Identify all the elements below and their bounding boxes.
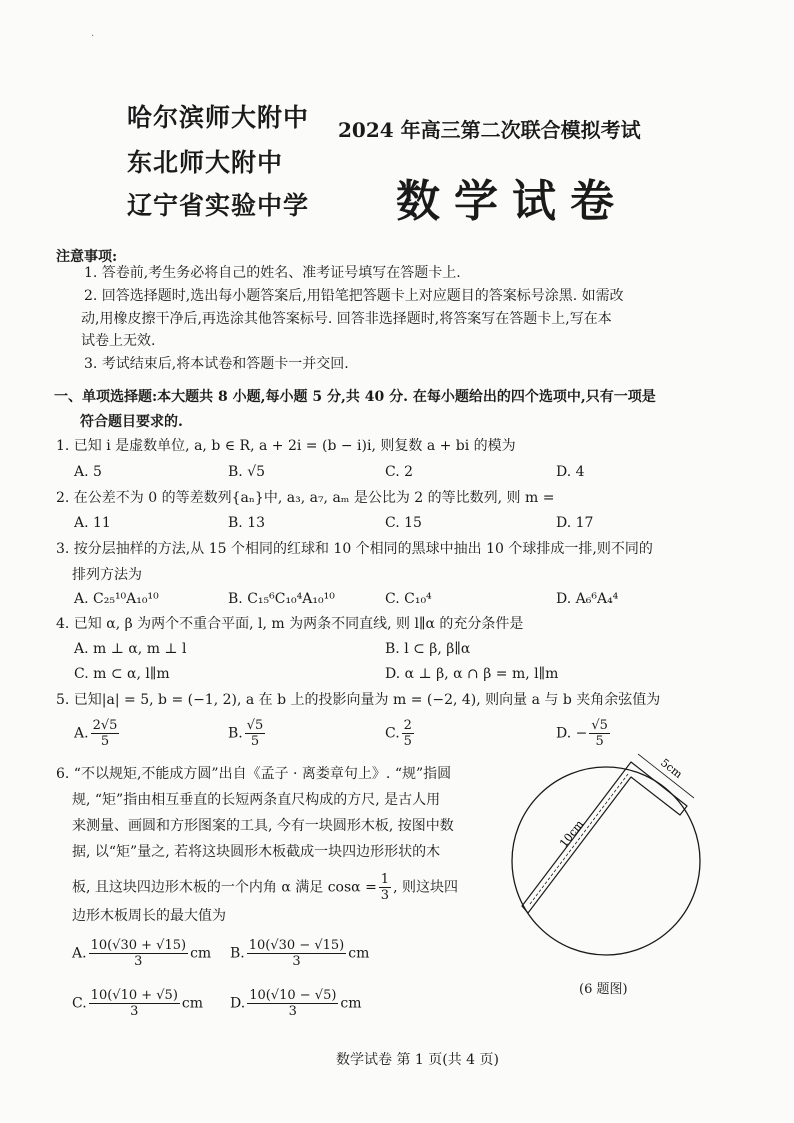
q1-option-a: A. 5: [74, 464, 102, 480]
q5-option-b-denominator: 5: [250, 734, 260, 749]
q3-option-a: A. C₂₅¹⁰A₁₀¹⁰: [74, 591, 159, 607]
q6-cos-denominator: 3: [380, 888, 390, 903]
q3-option-c: C. C₁₀⁴: [385, 591, 432, 607]
figure-caption: (6 题图): [579, 982, 628, 997]
page-footer: 数学试卷 第 1 页(共 4 页): [336, 1052, 499, 1068]
question-3-stem-line-1: 3. 按分层抽样的方法,从 15 个相同的红球和 10 个相同的黑球中抽出 10 个球排成一排,则不同的: [56, 541, 653, 557]
q6-option-d-numerator: 10(√10 − √5): [249, 988, 337, 1003]
q6-option-b-numerator: 10(√30 − √15): [248, 938, 345, 953]
q1-option-d: D. 4: [556, 464, 585, 480]
q5-option-a-label: A.: [74, 725, 89, 742]
question-6-line-4: 据, 以“矩”量之, 若将这块圆形木板截成一块四边形形状的木: [72, 844, 441, 860]
school-name-3: 辽宁省实验中学: [127, 191, 310, 220]
q5-option-b-fraction: [245, 718, 266, 749]
q6-figure: [500, 678, 720, 978]
q6-option-d: [230, 988, 362, 1019]
q5-option-c-numerator: 2: [403, 718, 412, 733]
q6-option-c-numerator: 10(√10 + √5): [90, 988, 178, 1003]
q3-option-b: B. C₁₅⁶C₁₀⁴A₁₀¹⁰: [228, 591, 335, 607]
q6-option-c-unit: cm: [181, 995, 204, 1012]
q6-option-c-label: C.: [72, 995, 87, 1012]
q6-option-c-denominator: 3: [130, 1004, 139, 1019]
notice-item-3: 3. 考试结束后,将本试卷和答题卡一并交回.: [84, 356, 349, 372]
q6-option-d-fraction: [247, 988, 338, 1019]
notice-item-2-line-3: 试卷上无效.: [81, 333, 156, 349]
square-long-arm-hatch: [530, 774, 628, 904]
q6-option-c: [72, 988, 203, 1019]
section-header-line-2: 符合题目要求的.: [80, 414, 183, 430]
q5-option-b-label: B.: [228, 725, 243, 742]
q6-cos-numerator: 1: [380, 872, 390, 887]
subject-title: 数学试卷: [396, 176, 628, 227]
q5-option-d-label: D. −: [556, 725, 588, 742]
q6-option-b-label: B.: [230, 945, 245, 962]
q5-option-c-fraction: [402, 718, 414, 749]
question-6-line-6: 边形木板周长的最大值为: [72, 908, 226, 924]
q4-option-d: D. α ⊥ β, α ∩ β = m, l∥m: [385, 666, 559, 682]
q6-option-b: [230, 938, 369, 969]
q5-option-c-label: C.: [385, 725, 400, 742]
q5-option-c-denominator: 5: [403, 734, 412, 749]
question-6-line-5: [72, 872, 458, 903]
q6-option-b-denominator: 3: [292, 954, 301, 969]
q4-option-b: B. l ⊂ β, β∥α: [385, 641, 471, 657]
q6-option-a-unit: cm: [190, 945, 212, 962]
notice-heading: 注意事项:: [56, 249, 118, 265]
q5-option-a-fraction: [91, 718, 120, 749]
question-6-line-5-text-b: , 则这块四: [393, 879, 458, 896]
q5-option-a: [74, 718, 121, 749]
school-name-2: 东北师大附中: [127, 148, 284, 177]
q5-option-a-denominator: 5: [100, 734, 110, 749]
carpenter-square-shape: [522, 762, 687, 913]
q3-option-d: D. A₆⁶A₄⁴: [556, 591, 619, 607]
question-3-stem-line-2: 排列方法为: [72, 567, 142, 583]
long-arm-length-label: 10cm: [557, 817, 587, 850]
q4-option-a: A. m ⊥ α, m ⊥ l: [74, 641, 187, 657]
scan-speck: ·: [91, 31, 95, 42]
q6-option-a-label: A.: [72, 945, 87, 962]
q1-option-b: B. √5: [228, 464, 266, 480]
question-4-stem: 4. 已知 α, β 为两个不重合平面, l, m 为两条不同直线, 则 l∥α 的充分条件是: [56, 616, 524, 632]
q4-option-c: C. m ⊂ α, l∥m: [74, 666, 170, 682]
q6-option-a-denominator: 3: [134, 954, 143, 969]
q2-option-b: B. 13: [228, 515, 266, 531]
question-1-stem: 1. 已知 i 是虚数单位, a, b ∈ R, a + 2i = (b − i)i, 则复数 a + bi 的模为: [56, 438, 516, 454]
q6-option-d-unit: cm: [340, 995, 362, 1012]
section-header-line-1: 一、单项选择题:本大题共 8 小题,每小题 5 分,共 40 分. 在每小题给出的四个选项中,只有一项是: [54, 389, 656, 405]
question-5-stem: 5. 已知|a| = 5, b = (−1, 2), a 在 b 上的投影向量为 m = (−2, 4), 则向量 a 与 b 夹角余弦值为: [56, 692, 661, 708]
question-6-line-3: 来测量、画圆和方形图案的工具, 今有一块圆形木板, 按图中数: [72, 818, 454, 834]
question-6-line-2: 规, “矩”指由相互垂直的长短两条直尺构成的方尺, 是古人用: [72, 792, 441, 808]
q5-option-c: [385, 718, 416, 749]
q5-option-b: [228, 718, 267, 749]
q5-option-d-denominator: 5: [595, 734, 604, 749]
notice-item-2-line-2: 动,用橡皮擦干净后,再选涂其他答案标号. 回答非选择题时,将答案写在答题卡上,写在本: [81, 311, 612, 327]
notice-item-1: 1. 答卷前,考生务必将自己的姓名、准考证号填写在答题卡上.: [84, 265, 461, 281]
question-6-line-5-text-a: 板, 且这块四边形木板的一个内角 α 满足 cosα =: [72, 879, 377, 896]
q6-option-b-unit: cm: [348, 945, 370, 962]
q6-option-a-fraction: [89, 938, 189, 969]
q6-option-d-denominator: 3: [288, 1004, 297, 1019]
school-name-1: 哈尔滨师大附中: [127, 103, 310, 132]
exam-title: 2024 年高三第二次联合模拟考试: [338, 118, 641, 142]
q5-option-d-numerator: √5: [591, 718, 608, 733]
q6-option-a: [72, 938, 211, 969]
q5-option-a-numerator: 2√5: [92, 718, 118, 733]
question-6-line-1: 6. “不以规矩,不能成方圆”出自《孟子 · 离娄章句上》. “规”指圆: [56, 766, 452, 782]
q2-option-c: C. 15: [385, 515, 422, 531]
question-2-stem: 2. 在公差不为 0 的等差数列{aₙ}中, a₃, a₇, aₘ 是公比为 2 的等比数列, 则 m =: [56, 490, 555, 506]
notice-item-2-line-1: 2. 回答选择题时,选出每小题答案后,用铅笔把答题卡上对应题目的答案标号涂黑. 如需改: [84, 288, 624, 304]
q6-cos-fraction: [379, 872, 391, 903]
q2-option-a: A. 11: [74, 515, 111, 531]
short-arm-length-label: 5cm: [658, 756, 685, 781]
q6-option-a-numerator: 10(√30 + √15): [90, 938, 187, 953]
q1-option-c: C. 2: [385, 464, 414, 480]
q2-option-d: D. 17: [556, 515, 594, 531]
q6-option-b-fraction: [247, 938, 347, 969]
q6-option-c-fraction: [89, 988, 180, 1019]
q6-option-d-label: D.: [230, 995, 246, 1012]
q5-option-b-numerator: √5: [246, 718, 264, 733]
